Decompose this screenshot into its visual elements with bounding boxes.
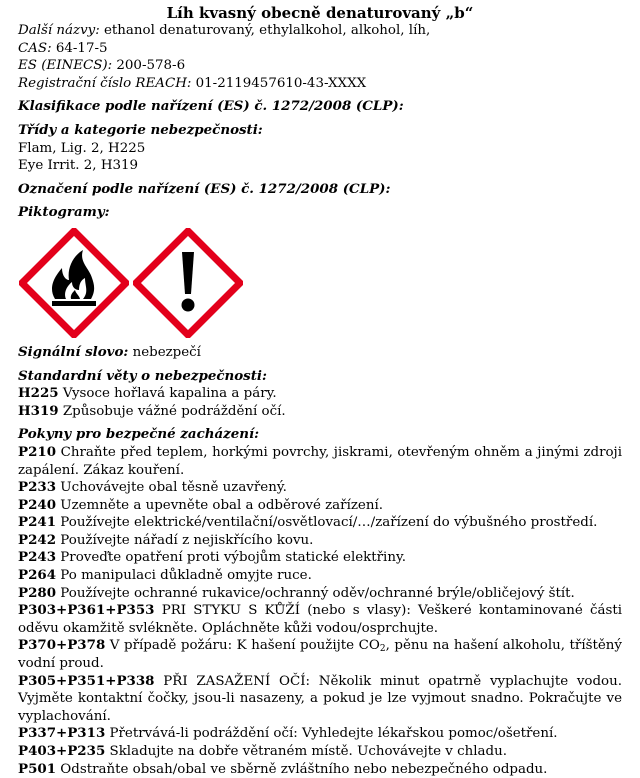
statement-text: PRI STYKU S KŮŽÍ (nebo s vlasy): Veškeré kontaminované části oděvu okamžitě svlékněte. Opláchněte kůži vodou/osprchujte. — [18, 603, 622, 636]
statement-code: P305+P351+P338 — [18, 672, 155, 689]
statement-code: P337+P313 — [18, 725, 106, 742]
signal-word-value: nebezpečí — [128, 344, 201, 360]
precautionary-statement — [18, 567, 622, 585]
statement-text: PŘI ZASAŽENÍ OČÍ: Několik minut opatrně vyplachujte vodou. Vyjměte kontaktní čočky, jsou-li nasazeny, a pokud je lze vyjmout snadno. Pokračujte ve vyplachování. — [18, 673, 622, 724]
classification-heading: Klasifikace podle nařízení (ES) č. 1272/2008 (CLP): — [18, 98, 404, 115]
hazard-classes-block — [18, 122, 622, 175]
statement-code: P264 — [18, 567, 57, 584]
cas-label: CAS: — [18, 40, 52, 56]
precautionary-statement — [18, 673, 622, 726]
statement-text: Skladujte na dobře větraném místě. Uchovávejte v chladu. — [105, 744, 507, 759]
statement-text: Chraňte před teplem, horkými povrchy, jiskrami, otevřeným ohněm a jinými zdroji zapálení. Zákaz kouření. — [18, 444, 622, 478]
pictograms-row — [19, 228, 622, 338]
hazard-class-item: Eye Irrit. 2, H319 — [18, 158, 139, 174]
statement-code: P233 — [18, 479, 57, 496]
exclamation-pictogram-icon — [133, 228, 243, 338]
precautionary-statement — [18, 479, 622, 497]
precautionary-statement — [18, 514, 622, 532]
signal-word-label: Signální slovo: — [18, 343, 129, 360]
statement-text-cont: , pěnu na hašení alkoholu, tříštěný vodní proud. — [18, 638, 622, 672]
pictograms-heading: Piktogramy: — [18, 204, 110, 221]
hazard-statement — [18, 403, 622, 421]
reach-label: Registrační číslo REACH: — [18, 75, 192, 91]
statement-text: Vysoce hořlavá kapalina a páry. — [58, 386, 277, 402]
precautionary-statement — [18, 549, 622, 567]
reach-line — [18, 75, 622, 93]
reach-value: 01-2119457610-43-XXXX — [191, 75, 367, 91]
precautionary-statement — [18, 585, 622, 603]
cas-value: 64-17-5 — [51, 40, 108, 56]
es-value: 200-578-6 — [112, 58, 186, 74]
es-label: ES (EINECS): — [18, 58, 113, 74]
statement-text: Přetrvává-li podráždění očí: Vyhledejte lékařskou pomoc/ošetření. — [105, 726, 558, 742]
statement-code: P303+P361+P353 — [18, 602, 155, 619]
statement-code: P240 — [18, 496, 57, 513]
hazard-statements-heading: Standardní věty o nebezpečnosti: — [18, 367, 267, 384]
labelling-heading: Označení podle nařízení (ES) č. 1272/2008 (CLP): — [18, 180, 391, 197]
statement-text: Používejte ochranné rukavice/ochranný oděv/ochranné brýle/obličejový štít. — [56, 585, 575, 601]
hazard-statement — [18, 385, 622, 403]
precautionary-statement — [18, 444, 622, 479]
precautionary-statement — [18, 637, 622, 672]
statement-code: P370+P378 — [18, 637, 106, 654]
hazard-classes-heading: Třídy a kategorie nebezpečnosti: — [18, 121, 263, 138]
cas-line — [18, 40, 622, 58]
precautionary-block — [18, 426, 622, 778]
hazard-class-item: Flam, Lig. 2, H225 — [18, 140, 146, 156]
precautionary-statement — [18, 497, 622, 515]
statement-code: P210 — [18, 443, 57, 460]
statement-code: H225 — [18, 385, 59, 402]
statement-code: P241 — [18, 514, 57, 531]
statement-code: P280 — [18, 584, 57, 601]
precautionary-heading: Pokyny pro bezpečné zacházení: — [18, 426, 260, 443]
statement-code: H319 — [18, 402, 59, 419]
statement-code: P501 — [18, 760, 57, 777]
statement-code: P243 — [18, 549, 57, 566]
statement-text: Uchovávejte obal těsně uzavřený. — [56, 480, 287, 496]
statement-text: Používejte nářadí z nejiskřícího kovu. — [56, 532, 314, 548]
precautionary-statement — [18, 532, 622, 550]
precautionary-statement — [18, 725, 622, 743]
hazard-statements-block — [18, 368, 622, 421]
other-names-value: ethanol denaturovaný, ethylalkohol, alkohol, líh, — [99, 23, 431, 38]
statement-text: V případě požáru: K hašení použijte CO — [105, 638, 380, 654]
statement-text: Po manipulaci důkladně omyjte ruce. — [56, 568, 312, 584]
statement-text: Proveďte opatření proti výbojům statické elektřiny. — [56, 550, 406, 566]
precautionary-statement — [18, 761, 622, 778]
statement-text: Uzemněte a upevněte obal a odběrové zařízení. — [56, 497, 383, 513]
subscript: 2 — [379, 644, 386, 655]
precautionary-statement — [18, 602, 622, 637]
other-names-label: Další názvy: — [18, 23, 100, 38]
flame-pictogram-icon — [19, 228, 129, 338]
document-title: Líh kvasný obecně denaturovaný „b“ — [166, 4, 474, 22]
es-line — [18, 57, 622, 75]
statement-code: P403+P235 — [18, 743, 106, 759]
statement-text: Používejte elektrické/ventilační/osvětlovací/…/zařízení do výbušného prostředí. — [56, 515, 598, 531]
statement-code: P242 — [18, 531, 57, 548]
statement-text: Odstraňte obsah/obal ve sběrně zvláštního nebo nebezpečného odpadu. — [56, 761, 548, 777]
other-names-line — [18, 22, 622, 40]
statement-text: Způsobuje vážné podráždění očí. — [58, 403, 286, 419]
identity-block — [18, 22, 622, 92]
signal-word-line — [18, 344, 622, 362]
